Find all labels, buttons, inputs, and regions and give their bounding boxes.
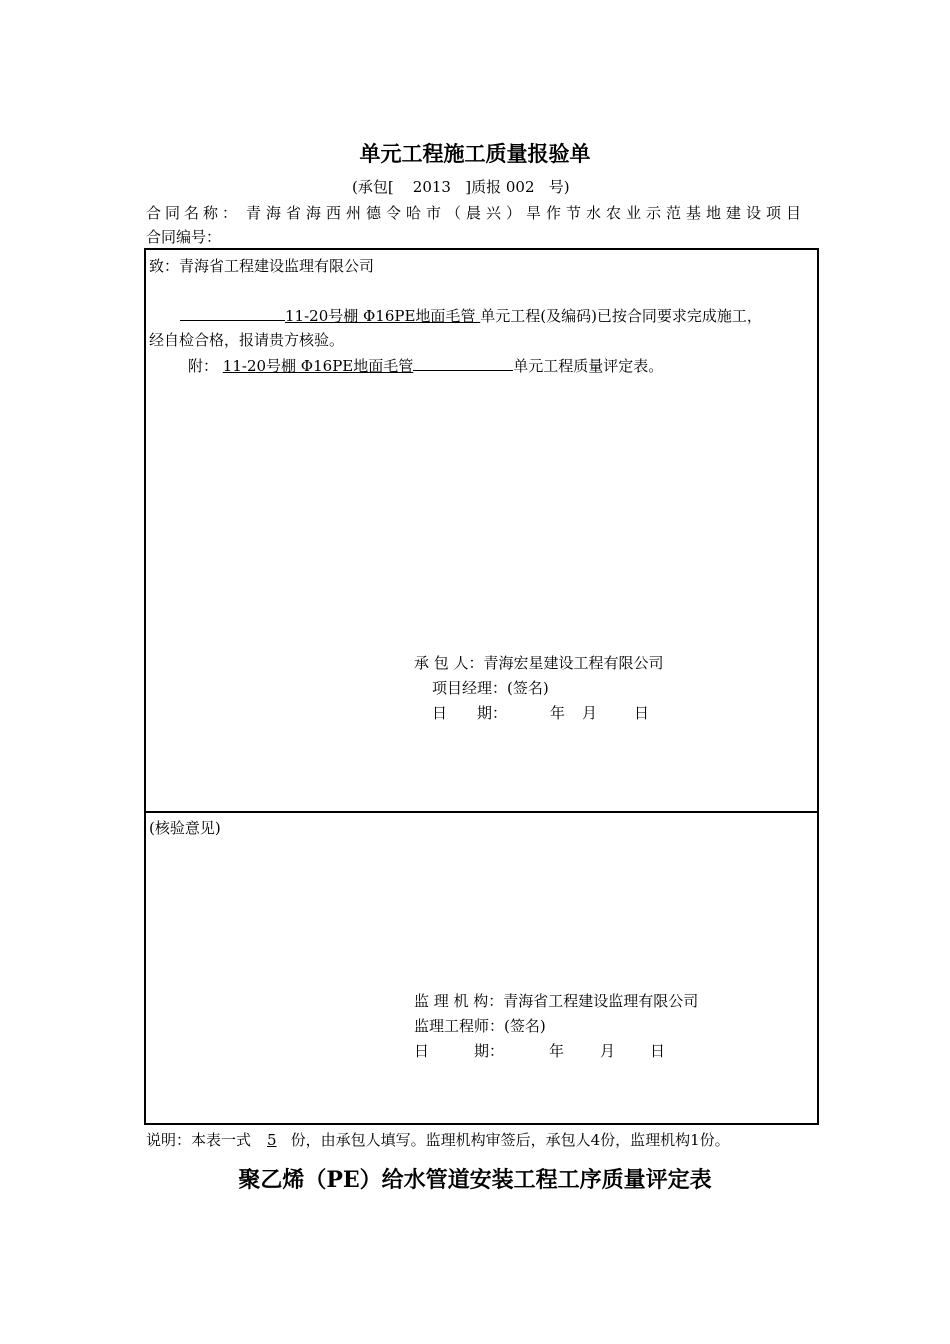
blank-underline — [413, 356, 513, 371]
manager-signature-line: 项目经理：(签名) — [432, 679, 549, 697]
date-label: 日 期： — [414, 1042, 505, 1060]
date-year: 年 — [550, 704, 566, 722]
attachment-text: 单元工程质量评定表。 — [513, 357, 664, 375]
unit-name: 11-20号棚 Φ16PE地面毛管 — [285, 307, 481, 325]
date-month: 月 — [582, 704, 598, 722]
footnote — [146, 1131, 730, 1149]
unit-line-text: 单元工程(及编码)已按合同要求完成施工， — [480, 307, 762, 325]
date-day: 日 — [634, 704, 650, 722]
footnote-suffix: 份，由承包人填写。监理机构审签后，承包人4份，监理机构1份。 — [290, 1131, 730, 1149]
review-opinion-label: (核验意见) — [149, 819, 221, 837]
attachment-unit: 11-20号棚 Φ16PE地面毛管 — [222, 357, 414, 375]
date-label: 日 期： — [432, 704, 508, 722]
supervisor-date-line — [414, 1042, 666, 1060]
unit-line — [180, 306, 762, 325]
footnote-prefix: 说明：本表一式 — [146, 1131, 252, 1149]
supervisor-engineer-line: 监理工程师：(签名) — [414, 1017, 546, 1035]
second-form-title: 聚乙烯（PE）给水管道安装工程工序质量评定表 — [238, 1167, 712, 1193]
contract-name-label: 合同名称： — [146, 204, 242, 222]
page-title: 单元工程施工质量报验单 — [359, 141, 591, 166]
contractor-line: 承 包 人：青海宏星建设工程有限公司 — [414, 654, 664, 672]
date-year: 年 — [549, 1042, 565, 1060]
contract-name-row — [146, 204, 806, 222]
blank-underline — [180, 306, 285, 321]
self-check-line: 经自检合格，报请贵方核验。 — [149, 331, 345, 349]
contractor-date-line — [432, 704, 650, 722]
contract-name-value: 青海省海西州德令哈市（晨兴）旱作节水农业示范基地建设项目 — [245, 204, 806, 222]
report-code: (承包[ 2013 ]质报 002 号) — [352, 178, 570, 196]
supervisor-org-line: 监 理 机 构：青海省工程建设监理有限公司 — [414, 992, 699, 1010]
copies-count: 5 — [267, 1131, 277, 1149]
review-box — [144, 811, 819, 1125]
date-day: 日 — [650, 1042, 666, 1060]
addressee-line: 致：青海省工程建设监理有限公司 — [149, 257, 375, 275]
contract-no-label: 合同编号： — [146, 228, 222, 246]
attachment-line — [188, 356, 663, 375]
date-month: 月 — [600, 1042, 616, 1060]
attachment-label: 附： — [188, 357, 219, 375]
